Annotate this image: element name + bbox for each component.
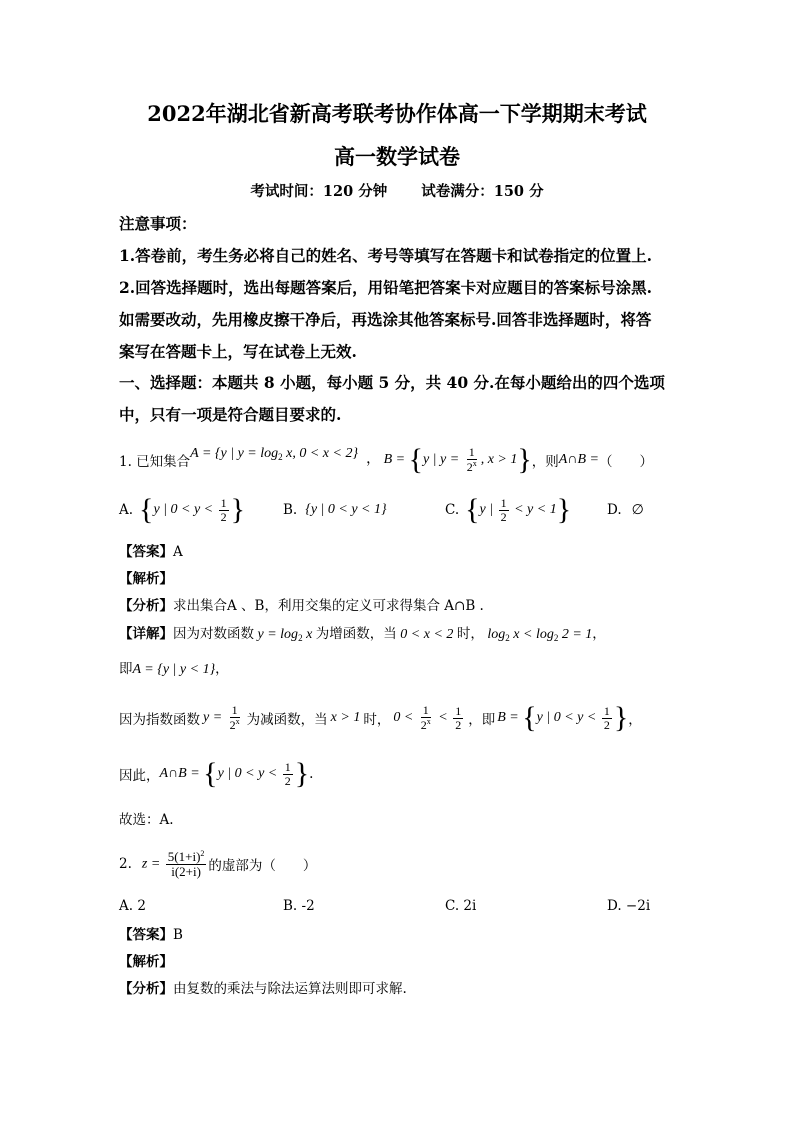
empty-set-symbol: ∅ <box>631 502 644 518</box>
set-b-formula: ， B = {y | y = $\frac{1}{2^x}$ , x > 1} <box>366 443 532 476</box>
q1-xiangjie-line3: 因为指数函数 y = $\frac{1}{2^x}$ 为减函数，当 x > 1 时， 0 < $\frac{1}{2^x}$ < $\frac{1}{2}$ ，即 B = {y | 0 < y < $\frac{1}{2}$ } ， <box>119 701 642 734</box>
q1-xiangjie-line1: 【详解】因为对数函数 $y = \log_2 x$ 为增函数，当 0 < x < 2 时， $\log_2 x < \log_2 2 = 1$， <box>119 626 606 643</box>
q1-option-c <box>445 494 571 526</box>
question-2-formula: z = $\frac{5(1+i)^2}{i(2+i)}$ <box>141 848 205 879</box>
exam-time: 考试时间：120 分钟 <box>250 183 388 200</box>
option-label: A. <box>119 502 134 518</box>
q2-fenxi: 【分析】由复数的乘法与除法运算法则即可求解. <box>119 981 407 997</box>
option-label: B. <box>283 502 298 518</box>
full-score: 试卷满分：150 分 <box>421 183 544 200</box>
note-item-2: 2.回答选择题时，选出每题答案后，用铅笔把答案卡对应题目的答案标号涂黑. <box>119 278 653 297</box>
question-1-prefix: 1. 已知集合 <box>119 454 191 470</box>
option-a-formula: {y | 0 < y < $\frac{1}{2}$ } <box>139 493 246 526</box>
q1-answer: 【答案】A <box>119 544 183 560</box>
q2-analysis-tag: 【解析】 <box>119 954 173 970</box>
q1-option-d <box>607 494 644 526</box>
section-heading-cont: 中，只有一项是符合题目要求的. <box>119 405 342 424</box>
q2-option-b: B. -2 <box>283 898 315 914</box>
exam-title: 2022年湖北省新高考联考协作体高一下学期期末考试 <box>147 101 647 126</box>
q1-option-a <box>119 494 245 526</box>
option-b-formula: {y | 0 < y < 1} <box>305 502 387 517</box>
section-heading: 一、选择题：本题共 8 小题，每小题 5 分，共 40 分.在每小题给出的四个选项 <box>119 373 665 392</box>
q2-option-d: D. −2i <box>607 898 651 914</box>
q1-xiangjie-line2: 即A = {y | y < 1}， <box>119 661 229 677</box>
q1-option-b <box>283 494 387 526</box>
question-2 <box>119 840 316 888</box>
option-label: C. <box>445 502 460 518</box>
paper-subtitle: 高一数学试卷 <box>334 144 460 169</box>
question-1-ask: A∩B = <box>558 452 599 467</box>
q1-xiangjie-line4: 因此， A∩B = {y | 0 < y < $\frac{1}{2}$ } . <box>119 757 314 790</box>
question-1 <box>119 440 653 480</box>
question-1-then: ，则 <box>531 454 559 470</box>
note-item-1: 1.答卷前，考生务必将自己的姓名、考号等填写在答题卡和试卷指定的位置上. <box>119 246 653 265</box>
q2-option-a: A. 2 <box>119 898 146 914</box>
set-a-formula: A = {y | $y = \log_2 x$, 0 < x < 2} <box>190 446 359 462</box>
question-1-end: （ ） <box>598 454 653 470</box>
note-item-2-cont: 如需要改动，先用橡皮擦干净后，再选涂其他答案标号.回答非选择题时，将答 <box>119 310 652 329</box>
q1-analysis-tag: 【解析】 <box>119 571 173 587</box>
q1-conclusion: 故选：A. <box>119 812 174 828</box>
option-c-formula: {y | $\frac{1}{2}$ < y < 1} <box>465 493 572 526</box>
question-2-number: 2. <box>119 856 132 872</box>
notes-heading: 注意事项： <box>119 214 197 233</box>
note-item-2-cont2: 案写在答题卡上，写在试卷上无效. <box>119 342 357 361</box>
q2-option-c: C. 2i <box>445 898 477 914</box>
q1-fenxi: 【分析】求出集合A 、B，利用交集的定义可求得集合 A∩B . <box>119 598 484 614</box>
option-label: D. <box>607 502 622 518</box>
q2-answer: 【答案】B <box>119 927 183 943</box>
question-2-suffix: 的虚部为（ ） <box>208 858 317 874</box>
exam-info <box>0 180 794 201</box>
